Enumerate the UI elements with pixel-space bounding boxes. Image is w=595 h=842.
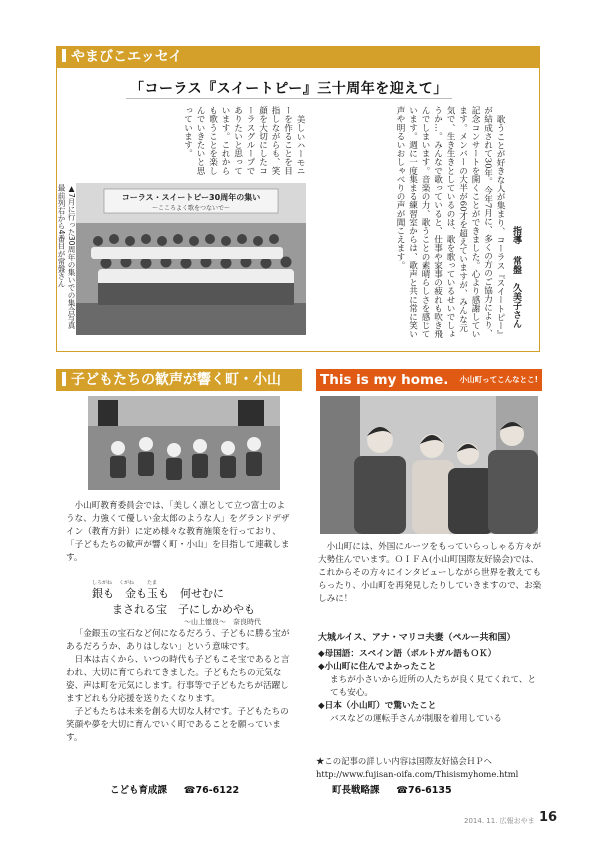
- kids-paragraph-3: 子どもたちは未来を創る大切な人材です。子どもたちの笑顔や夢を大切に育んでいく町であることを願っています。: [66, 707, 289, 743]
- essay-text-upper: [310, 106, 506, 340]
- profile-q-good: ◆小山町に住んでよかったこと: [318, 662, 437, 672]
- poem-line-2: まされる宝 子にしかめやも: [112, 603, 255, 616]
- essay-section-title-text: やまびこエッセイ: [71, 49, 183, 65]
- essay-text-lower: [76, 106, 306, 178]
- profile-names: 大城ルイス、アナ・マリコ夫妻（ペルー共和国）: [318, 633, 516, 643]
- kids-intro-text: [66, 500, 290, 565]
- kids-photo: [88, 396, 280, 490]
- kids-photo-illustration: [88, 396, 280, 490]
- home-contact-phone: ☎76-6135: [396, 785, 452, 796]
- photo-banner-subtitle: 〜こころよく歌をつないで〜: [151, 205, 230, 212]
- poem-line-1: 銀も 金も玉も 何せむに: [92, 587, 224, 600]
- page-number: 16: [539, 810, 558, 825]
- poem-source: 〜山上憶良〜 奈良時代: [184, 618, 261, 626]
- essay-paragraph-upper: 歌うことが好きな人が集まり、コーラス『スイートピー』が結成されて30年。今年7月に、多くの方のご協力により、記念コンサートを開くことができました。心より感謝しています。メンバーの大半が60才を超えていますが、みんな元気で、生き生きとしているのは、歌を歌っているせいでしょうか…。みんなで歌っていると、仕事や家事の疲れも吹き飛んでしまいます。音楽の力、歌うことの素晴らしさを感じています。週に一度集まる練習室からは、歌声と共に常に笑い声や明るいおしゃべりの声が聞こえます。: [395, 106, 505, 339]
- bar-marker: [62, 49, 66, 63]
- kids-contact-dept: こども育成課: [110, 785, 168, 796]
- headline-underline: [126, 98, 452, 99]
- home-section-title-text: This is my home.: [320, 372, 449, 388]
- kids-paragraph-1: 「金銀玉の宝石など何になるだろう、子どもに勝る宝があるだろうか、ありはしない」という意味です。: [66, 629, 290, 652]
- kids-contact-phone: ☎76-6122: [183, 785, 240, 796]
- author-name: 常盤 久美子さん: [511, 256, 521, 329]
- home-contact-dept: 町長戦略課: [332, 785, 380, 796]
- kids-section-title: [56, 369, 302, 391]
- ruby-kugane: くがね: [119, 580, 135, 586]
- home-intro-text: [318, 541, 542, 606]
- home-url[interactable]: http://www.fujisan-oifa.com/Thisismyhome.html: [316, 769, 519, 779]
- kids-intro-paragraph: 小山町教育委員会では、「美しく凛として立つ富士のような、力強くて優しい金太郎のような人」をグランドデザイン（教育方針）に定め様々な教育施策を行っており、「子どもたちの歓声が響く町・小山」を目指して連載します。: [66, 501, 290, 563]
- photo-banner-title: コーラス・スイートピー30周年の集い: [121, 193, 261, 202]
- essay-author: [510, 226, 522, 328]
- ruby-shirogane: しろがね: [92, 580, 113, 586]
- home-footnote: ★この記事の詳しい内容は国際友好協会ＨＰへ: [316, 756, 492, 766]
- kids-body-text: [66, 628, 290, 745]
- family-photo: [320, 396, 538, 534]
- profile-a-surprised: バスなどの運転手さんが制服を着用している: [330, 714, 502, 724]
- essay-headline: 「コーラス『スイートピー』三十周年を迎えて」: [130, 81, 448, 97]
- family-photo-illustration: [320, 396, 538, 534]
- essay-paragraph-lower: 美しいハーモニーを作ることを目指しながらも、笑顔を大切にしたコーラスグループでありたいと思っています。これからも歌うことを楽しんでいきたいと思っています。: [182, 106, 305, 175]
- choir-photo-caption: ▲7月に行った30周年の集いでの集合写真最前列右から4番目が常盤さん: [57, 184, 76, 330]
- home-section-subtitle: 小山町ってこんなとこ!: [459, 375, 538, 384]
- home-section-title: [316, 369, 542, 391]
- profile-q-language: ◆母国語：スペイン語（ポルトガル語もＯＫ）: [318, 649, 497, 659]
- home-intro-paragraph: 小山町には、外国にルーツをもっていらっしゃる方々が大勢住んでいます。ＯＩＦＡ(小山町国際友好協会)では、これからその方々にインタビューしながら世界を教えてもらったり、小山町を再発見したりしていきますので、お楽しみに！: [318, 542, 542, 604]
- author-role: 指導: [511, 226, 521, 244]
- profile-q-surprised: ◆日本（小山町）で驚いたこと: [318, 701, 437, 711]
- kids-paragraph-2: 日本は古くから、いつの時代も子どもこそ宝であると言われ、大切に育てられてきました。子どもたちの元気な姿、声は町を元気にします。行事等で子どもたちが活躍しますどれも分応援を送りたくなります。: [66, 655, 290, 704]
- bar-marker: [62, 372, 66, 386]
- kids-contact: [110, 782, 239, 796]
- profile-a-good: まちが小さいから近所の人たちが良く見てくれて、とても安心。: [330, 675, 537, 698]
- issue-label: 2014. 11. 広報おやま: [464, 817, 535, 825]
- choir-photo: [76, 183, 306, 335]
- ruby-tama: たま: [147, 580, 158, 586]
- home-profile: [318, 632, 544, 726]
- home-contact: [332, 782, 452, 796]
- kids-section-title-text: 子どもたちの歓声が響く町・小山: [71, 372, 281, 388]
